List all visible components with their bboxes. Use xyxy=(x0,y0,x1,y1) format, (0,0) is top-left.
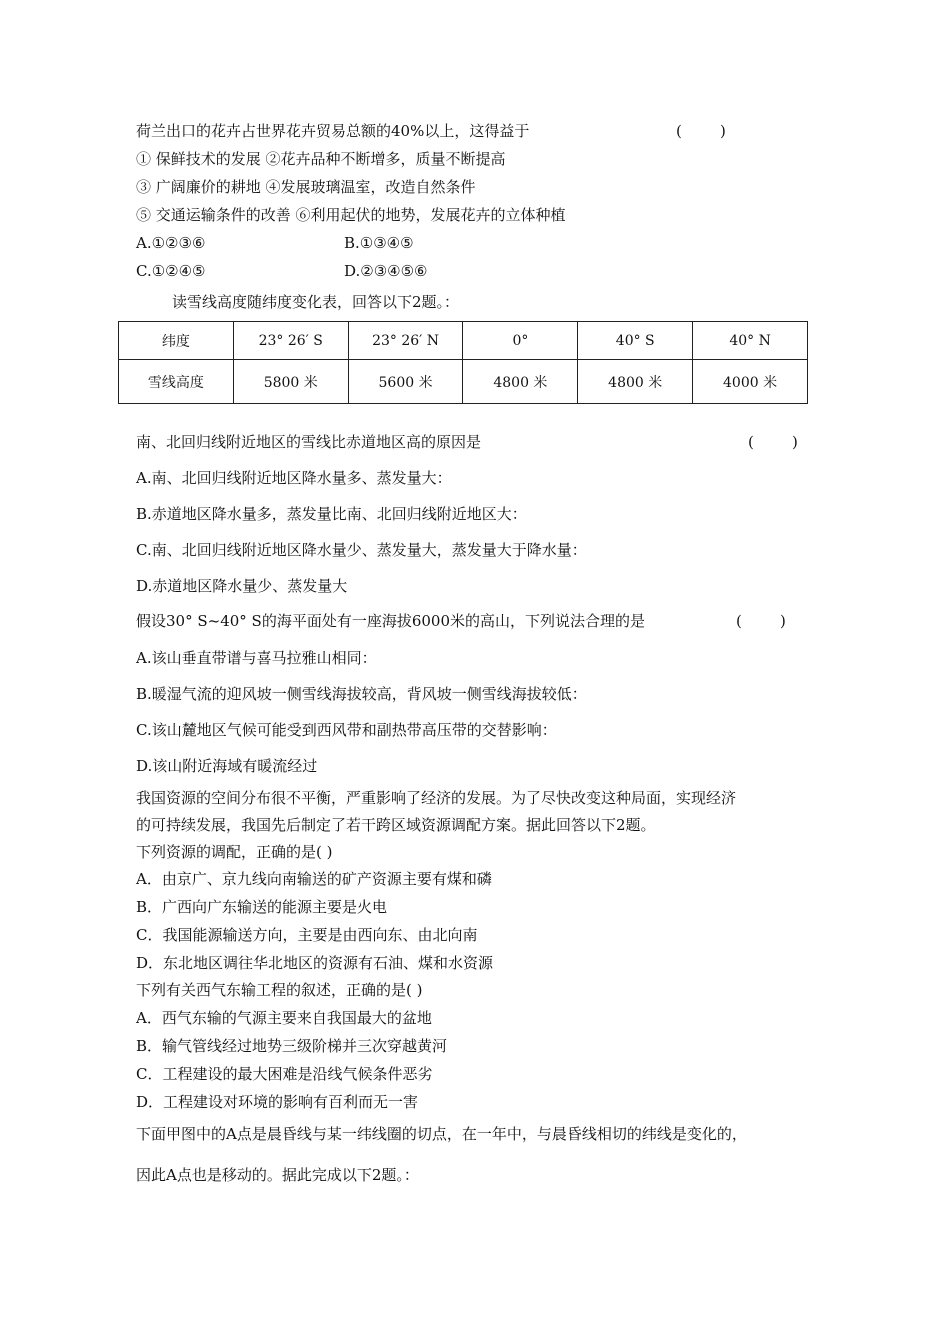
q5-choice-d: D．工程建设对环境的影响有百利而无一害 xyxy=(136,1093,419,1111)
q3-choice-d: D.该山附近海域有暖流经过 xyxy=(136,757,318,775)
q5-choice-c: C．工程建设的最大困难是沿线气候条件恶劣 xyxy=(136,1065,433,1083)
q3-choice-c: C.该山麓地区气候可能受到西风带和副热带高压带的交替影响： xyxy=(136,721,557,739)
q5-stem: 下列有关西气东输工程的叙述，正确的是( ) xyxy=(136,981,423,999)
q4-choice-d: D．东北地区调往华北地区的资源有石油、煤和水资源 xyxy=(136,954,494,972)
table-cell: 4800 米 xyxy=(463,360,578,404)
table-cell: 23° 26′ N xyxy=(348,322,463,360)
table-row xyxy=(119,360,808,404)
table-cell: 40° S xyxy=(578,322,693,360)
q3-choice-a: A.该山垂直带谱与喜马拉雅山相同： xyxy=(136,649,377,667)
q1-answer-paren: ( ) xyxy=(676,122,726,140)
q1-options-line1: ① 保鲜技术的发展 ②花卉品种不断增多，质量不断提高 xyxy=(136,150,506,168)
snowline-table xyxy=(118,321,808,404)
table-cell: 纬度 xyxy=(119,322,234,360)
q4-choice-a: A．由京广、京九线向南输送的矿产资源主要有煤和磷 xyxy=(136,870,492,888)
q1-stem: 荷兰出口的花卉占世界花卉贸易总额的40%以上，这得益于 xyxy=(136,122,530,140)
table-cell: 0° xyxy=(463,322,578,360)
table-cell: 23° 26′ S xyxy=(233,322,348,360)
q2-choice-a: A.南、北回归线附近地区降水量多、蒸发量大： xyxy=(136,469,452,487)
q1-options-line2: ③ 广阔廉价的耕地 ④发展玻璃温室，改造自然条件 xyxy=(136,178,476,196)
q1-choice-a: A.①②③⑥ xyxy=(136,234,206,252)
q1-choice-c: C.①②④⑤ xyxy=(136,262,206,280)
resource-intro-line2: 的可持续发展，我国先后制定了若干跨区域资源调配方案。据此回答以下2题。 xyxy=(136,816,656,834)
q1-choice-d: D.②③④⑤⑥ xyxy=(344,262,428,280)
table-header-row xyxy=(119,322,808,360)
q1-options-line3: ⑤ 交通运输条件的改善 ⑥利用起伏的地势，发展花卉的立体种植 xyxy=(136,206,566,224)
earth-intro-line2: 因此A点也是移动的。据此完成以下2题。： xyxy=(136,1166,419,1184)
earth-intro-line1: 下面甲图中的A点是晨昏线与某一纬线圈的切点，在一年中，与晨昏线相切的纬线是变化的， xyxy=(136,1125,747,1143)
q5-choice-b: B．输气管线经过地势三级阶梯并三次穿越黄河 xyxy=(136,1037,448,1055)
table-intro: 读雪线高度随纬度变化表，回答以下2题。： xyxy=(172,293,460,311)
resource-intro-line1: 我国资源的空间分布很不平衡，严重影响了经济的发展。为了尽快改变这种局面，实现经济 xyxy=(136,789,737,807)
q4-choice-c: C．我国能源输送方向，主要是由西向东、由北向南 xyxy=(136,926,478,944)
q4-choice-b: B．广西向广东输送的能源主要是火电 xyxy=(136,898,388,916)
q2-stem: 南、北回归线附近地区的雪线比赤道地区高的原因是 xyxy=(136,433,482,451)
q2-choice-b: B.赤道地区降水量多，蒸发量比南、北回归线附近地区大： xyxy=(136,505,527,523)
q3-stem: 假设30° S~40° S的海平面处有一座海拔6000米的高山，下列说法合理的是 xyxy=(136,612,646,630)
table-cell: 4000 米 xyxy=(693,360,808,404)
table-cell: 40° N xyxy=(693,322,808,360)
q5-choice-a: A．西气东输的气源主要来自我国最大的盆地 xyxy=(136,1009,432,1027)
table-cell: 雪线高度 xyxy=(119,360,234,404)
q3-answer-paren: ( ) xyxy=(736,612,786,630)
q1-choice-b: B.①③④⑤ xyxy=(344,234,414,252)
q2-choice-c: C.南、北回归线附近地区降水量少、蒸发量大，蒸发量大于降水量： xyxy=(136,541,587,559)
q2-answer-paren: ( ) xyxy=(748,433,798,451)
q3-choice-b: B.暖湿气流的迎风坡一侧雪线海拔较高，背风坡一侧雪线海拔较低： xyxy=(136,685,587,703)
q4-stem: 下列资源的调配，正确的是( ) xyxy=(136,843,333,861)
table-cell: 5600 米 xyxy=(348,360,463,404)
table-cell: 4800 米 xyxy=(578,360,693,404)
table-cell: 5800 米 xyxy=(233,360,348,404)
q2-choice-d: D.赤道地区降水量少、蒸发量大 xyxy=(136,577,348,595)
